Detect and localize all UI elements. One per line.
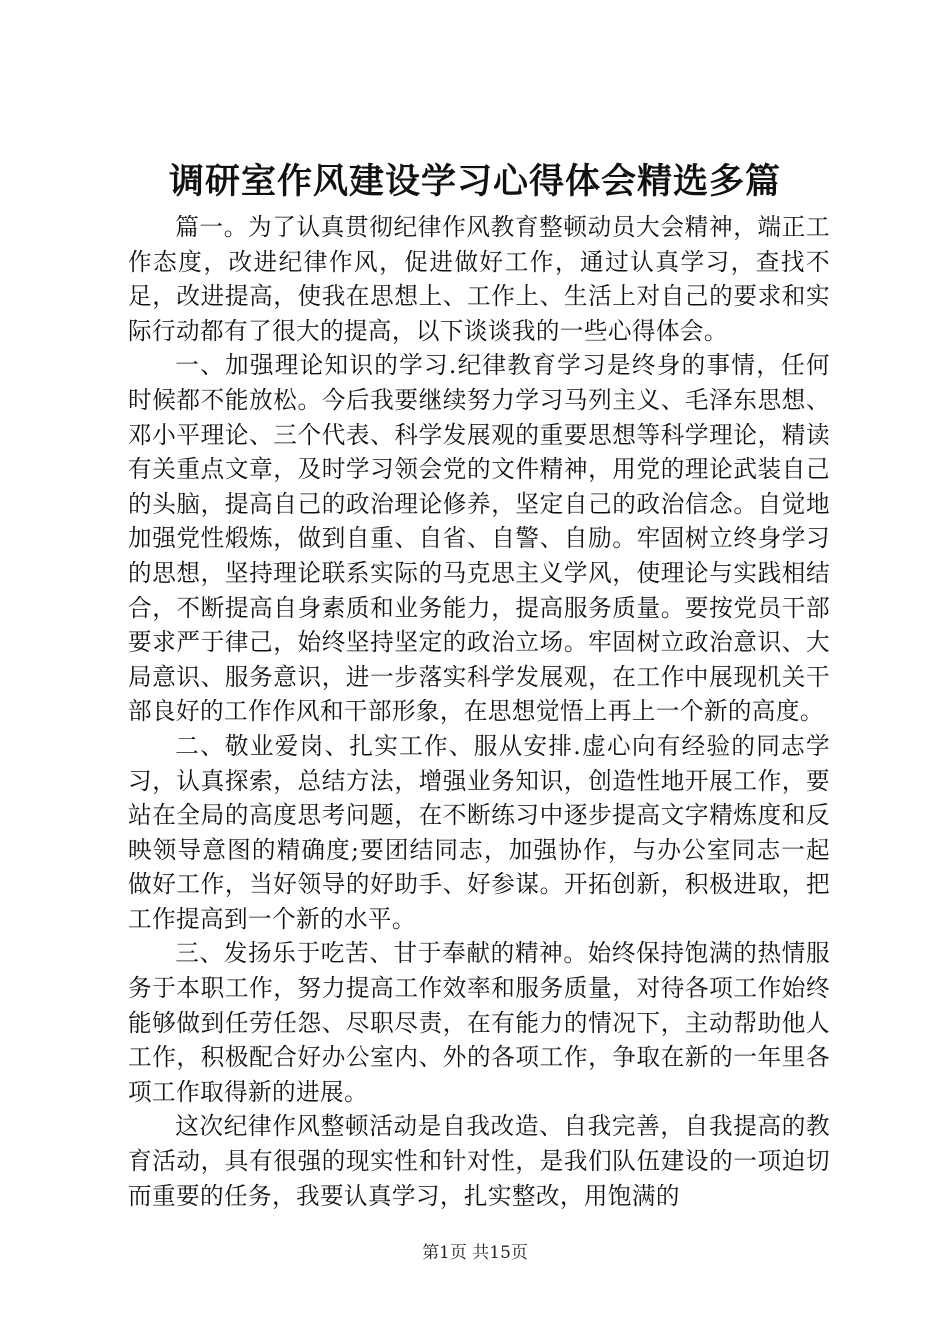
paragraph-section-3: 三、发扬乐于吃苦、甘于奉献的精神。始终保持饱满的热情服务于本职工作，努力提高工作效率和服务质量，对待各项工作始终能够做到任劳任怨、尽职尽责，在有能力的情况下，主动帮助他人工作，积极配合好办公室内、外的各项工作，争取在新的一年里各项工作取得新的进展。: [128, 939, 830, 1106]
paragraph-intro: 篇一。为了认真贯彻纪律作风教育整顿动员大会精神，端正工作态度，改进纪律作风，促进做好工作，通过认真学习，查找不足，改进提高，使我在思想上、工作上、生活上对自己的要求和实际行动都有了很大的提高，以下谈谈我的一些心得体会。: [128, 213, 830, 345]
paragraph-section-2: 二、敬业爱岗、扎实工作、服从安排.虚心向有经验的同志学习，认真探索，总结方法，增强业务知识，创造性地开展工作，要站在全局的高度思考问题，在不断练习中逐步提高文字精炼度和反映领导意图的精确度;要团结同志，加强协作，与办公室同志一起做好工作，当好领导的好助手、好参谋。开拓创新，积极进取，把工作提高到一个新的水平。: [128, 731, 830, 933]
page-number-footer: 第1页 共15页: [422, 1243, 528, 1263]
paragraph-conclusion: 这次纪律作风整顿活动是自我改造、自我完善，自我提高的教育活动，具有很强的现实性和针对性，是我们队伍建设的一项迫切而重要的任务，我要认真学习，扎实整改，用饱满的: [128, 1112, 830, 1210]
document-title: 调研室作风建设学习心得体会精选多篇: [168, 162, 781, 202]
paragraph-section-1: 一、加强理论知识的学习.纪律教育学习是终身的事情，任何时候都不能放松。今后我要继续努力学习马列主义、毛泽东思想、邓小平理论、三个代表、科学发展观的重要思想等科学理论，精读有关重点文章，及时学习领会党的文件精神，用党的理论武装自己的头脑，提高自己的政治理论修养，坚定自己的政治信念。自觉地加强党性煅炼，做到自重、自省、自警、自励。牢固树立终身学习的思想，坚持理论联系实际的马克思主义学风，使理论与实践相结合，不断提高自身素质和业务能力，提高服务质量。要按党员干部要求严于律己，始终坚持坚定的政治立场。牢固树立政治意识、大局意识、服务意识，进一步落实科学发展观，在工作中展现机关干部良好的工作作风和干部形象，在思想觉悟上再上一个新的高度。: [128, 351, 830, 726]
document-body: [128, 210, 830, 1213]
